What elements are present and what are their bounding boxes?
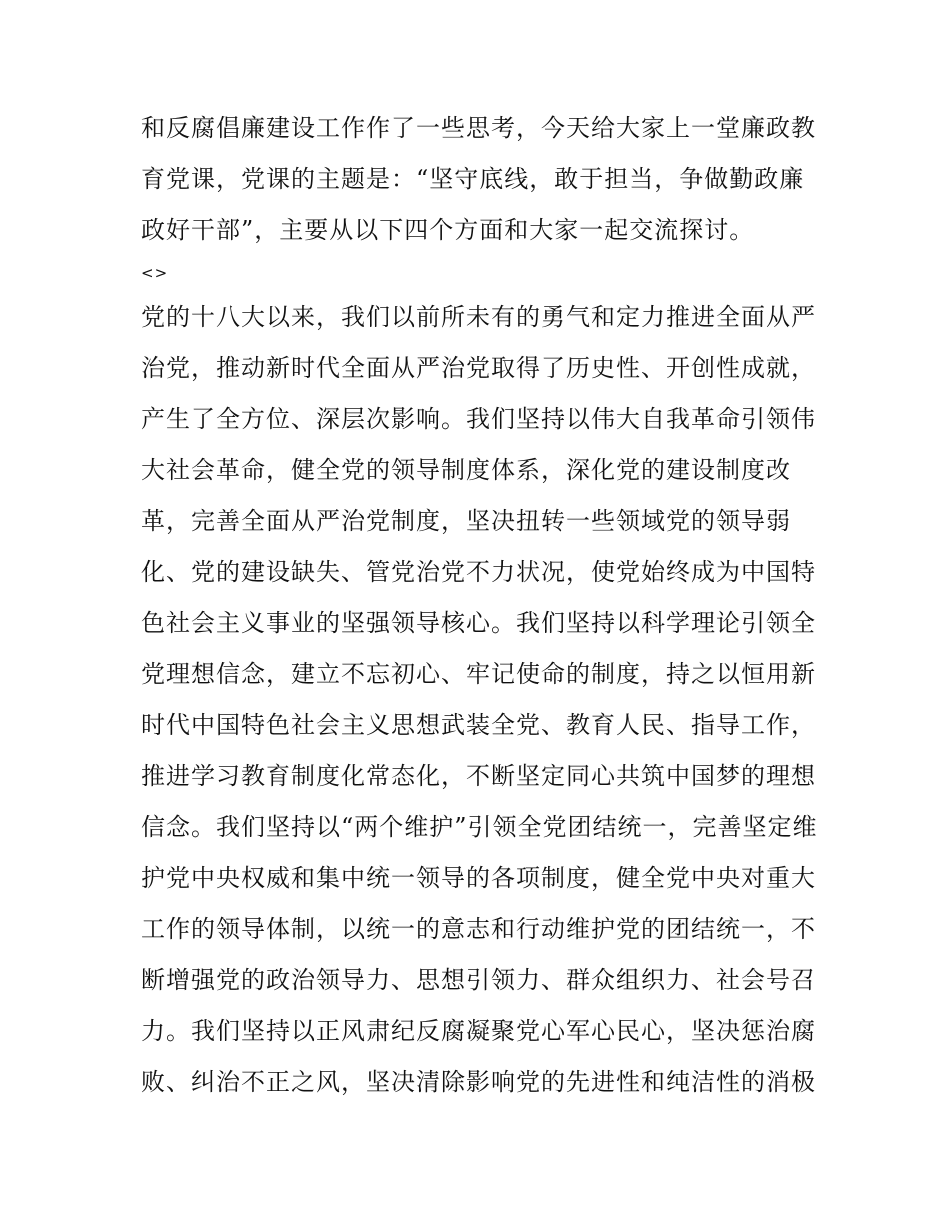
section-marker: <> [141, 264, 169, 282]
text-line: 工作的领导体制，以统一的意志和行动维护党的团结统一，不 [141, 915, 816, 943]
text-line: 产生了全方位、深层次影响。我们坚持以伟大自我革命引领伟 [141, 405, 816, 433]
text-line: 信念。我们坚持以“两个维护”引领全党团结统一，完善坚定维 [141, 813, 818, 841]
text-line: 色社会主义事业的坚强领导核心。我们坚持以科学理论引领全 [141, 609, 816, 637]
text-line: 政好干部”，主要从以下四个方面和大家一起交流探讨。 [141, 216, 755, 244]
text-line: 化、党的建设缺失、管党治党不力状况，使党始终成为中国特 [141, 558, 816, 586]
text-line: 大社会革命，健全党的领导制度体系，深化党的建设制度改 [141, 456, 791, 484]
text-line: 革，完善全面从严治党制度，坚决扭转一些领域党的领导弱 [141, 507, 791, 535]
text-line: 时代中国特色社会主义思想武装全党、教育人民、指导工作， [141, 711, 816, 739]
text-line: 断增强党的政治领导力、思想引领力、群众组织力、社会号召 [141, 966, 816, 994]
text-line: 护党中央权威和集中统一领导的各项制度，健全党中央对重大 [141, 864, 816, 892]
text-line: 党的十八大以来，我们以前所未有的勇气和定力推进全面从严 [141, 303, 816, 331]
text-line: 党理想信念，建立不忘初心、牢记使命的制度，持之以恒用新 [141, 660, 816, 688]
text-line: 治党，推动新时代全面从严治党取得了历史性、开创性成就， [141, 354, 816, 382]
text-line: 育党课，党课的主题是：“坚守底线，敢于担当，争做勤政廉 [141, 165, 805, 193]
text-line: 和反腐倡廉建设工作作了一些思考，今天给大家上一堂廉政教 [141, 114, 816, 142]
text-line: 推进学习教育制度化常态化，不断坚定同心共筑中国梦的理想 [141, 762, 816, 790]
text-line: 败、纠治不正之风，坚决清除影响党的先进性和纯洁性的消极 [141, 1068, 816, 1096]
text-line: 力。我们坚持以正风肃纪反腐凝聚党心军心民心，坚决惩治腐 [141, 1017, 816, 1045]
